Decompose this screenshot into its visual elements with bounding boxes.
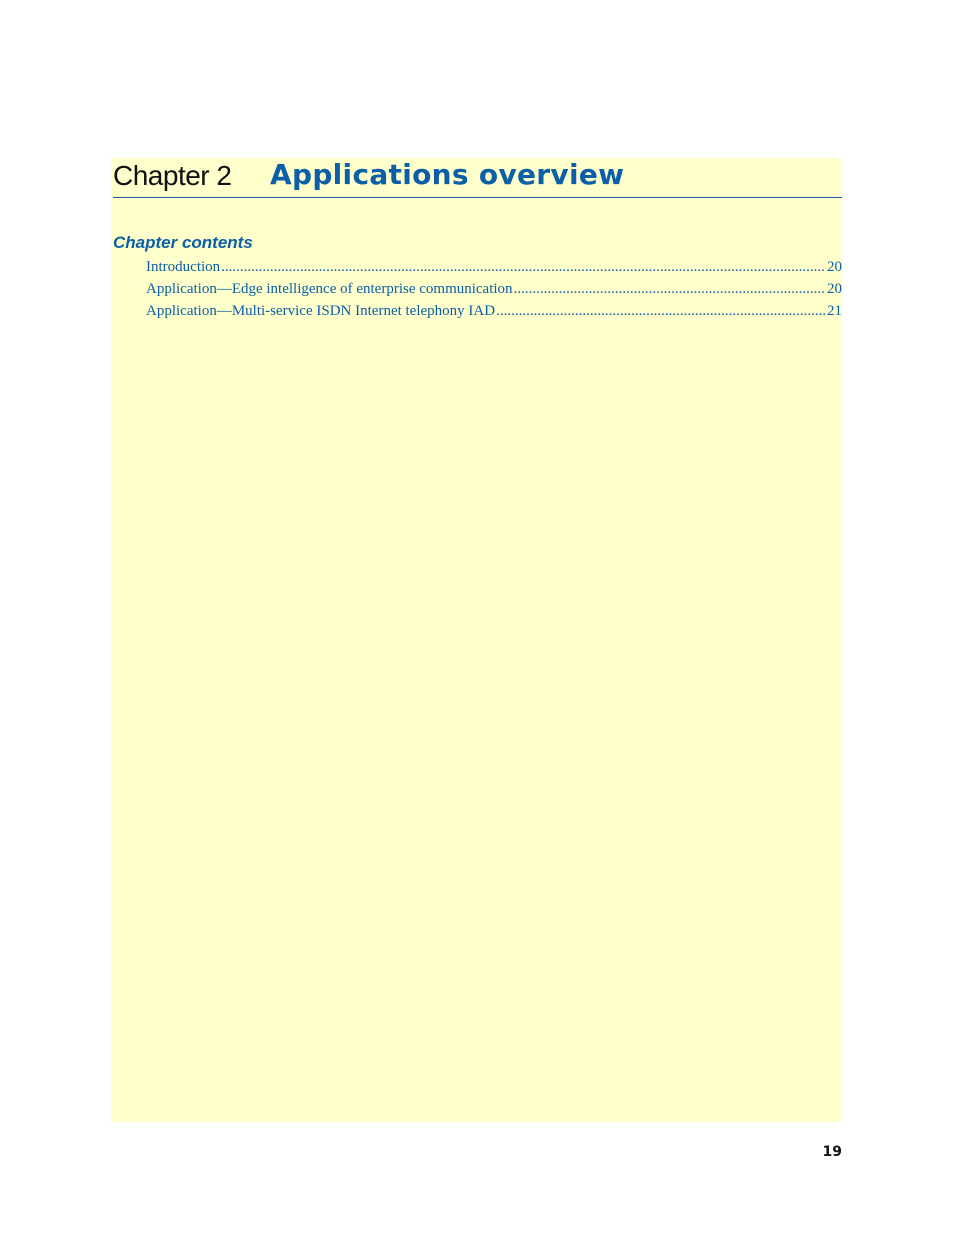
toc-entry-text: Introduction xyxy=(146,259,221,275)
toc-entry-text: Application—Edge intelligence of enterprise communication xyxy=(146,281,513,297)
toc-entry-multi-service-isdn[interactable] xyxy=(146,303,842,325)
toc-dot-leader xyxy=(221,259,826,276)
toc-entry-page: 20 xyxy=(827,281,842,297)
chapter-header xyxy=(113,158,842,198)
page-number: 19 xyxy=(822,1144,842,1160)
toc-dot-leader xyxy=(496,303,826,320)
toc-entry-page: 21 xyxy=(827,303,842,319)
chapter-label: Chapter 2 xyxy=(113,160,232,191)
toc-entry-introduction[interactable] xyxy=(146,259,842,281)
chapter-title: Applications overview xyxy=(270,158,625,191)
chapter-contents-heading: Chapter contents xyxy=(113,233,253,252)
toc-entry-page: 20 xyxy=(827,259,842,275)
toc-entry-edge-intelligence[interactable] xyxy=(146,281,842,303)
toc-entry-text: Application—Multi-service ISDN Internet telephony IAD xyxy=(146,303,496,319)
toc-dot-leader xyxy=(514,281,826,298)
table-of-contents xyxy=(146,259,842,325)
